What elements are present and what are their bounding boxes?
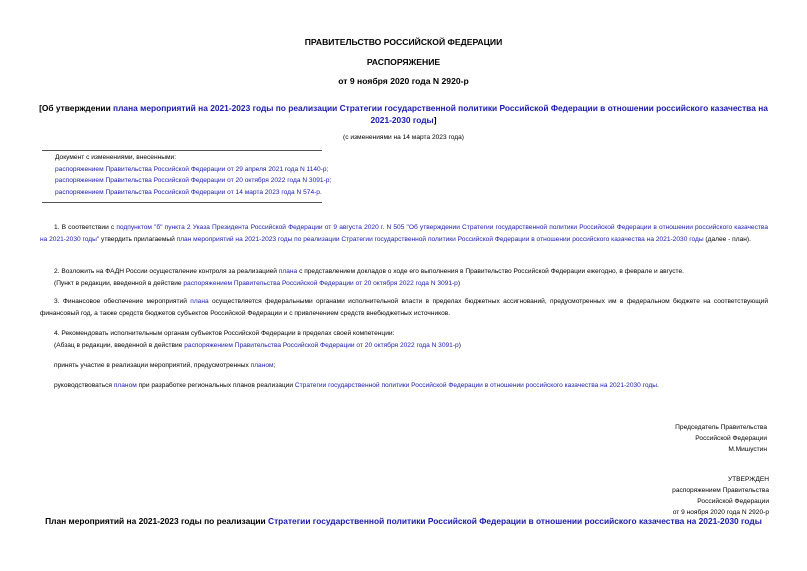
plan-title <box>30 515 777 527</box>
p6-text-a: руководствоваться <box>54 382 114 389</box>
revision-note: (с изменениями на 14 марта 2023 года) <box>343 134 464 141</box>
plan-title-prefix: План мероприятий на 2021-2023 годы по реализации <box>45 516 269 526</box>
changes-intro: Документ с изменениями, внесенными: <box>55 154 177 161</box>
change-link-1[interactable]: распоряжением Правительства Российской Федерации от 29 апреля 2021 года N 1140-р; <box>55 165 329 173</box>
approved-line-4: от 9 ноября 2020 года N 2920-р <box>672 509 769 516</box>
approved-label: УТВЕРЖДЕН <box>727 476 769 483</box>
p1-text-c: (далее - план). <box>703 235 751 243</box>
p2-text-a: 2. Возложить на ФАДН России осуществление контроля за реализацией <box>54 268 279 275</box>
p1-text-b: утвердить прилагаемый <box>99 235 177 243</box>
divider-top <box>42 150 322 151</box>
document-date: от 9 ноября 2020 года N 2920-р <box>338 76 469 86</box>
p3-link-plan[interactable]: плана <box>190 298 209 305</box>
p6-link-plan[interactable]: планом <box>113 382 137 389</box>
p1-link-decree[interactable]: подпунктом "б" пункта 2 Указа Президента Российской Федерации от 9 августа 2020 г. N 505 "Об утверждении Стратегии государственной политики Российской Федерации в отношении российского казачества на 2021-2030 годы" <box>40 224 768 243</box>
p5-link-plan[interactable]: планом <box>250 362 274 369</box>
paragraph-2 <box>54 266 774 289</box>
plan-title-link[interactable]: Стратегии государственной политики Российской Федерации в отношении российского казачества на 2021-2030 годы <box>268 516 762 526</box>
government-heading: ПРАВИТЕЛЬСТВО РОССИЙСКОЙ ФЕДЕРАЦИИ <box>304 37 503 47</box>
signature-org: Российской Федерации <box>695 435 767 442</box>
p2-note-link[interactable]: распоряжением Правительства Российской Федерации от 20 октября 2022 года N 3091-р <box>183 279 458 287</box>
p4-note-link[interactable]: распоряжением Правительства Российской Федерации от 20 октября 2022 года N 3091-р <box>184 341 459 349</box>
paragraph-5 <box>54 360 774 372</box>
signature-name: М.Мишустин <box>728 446 767 453</box>
paragraph-1 <box>40 222 768 245</box>
signature-title: Председатель Правительства <box>675 424 767 431</box>
p2-note: (Пункт в редакции, введенной в действие распоряжением Правительства Российской Федерации от 20 октября 2022 года N 3091-р) <box>54 279 461 287</box>
p6-link-strategy[interactable]: Стратегии государственной политики Российской Федерации в отношении российского казачества на 2021-2030 годы <box>294 382 658 389</box>
p2-text-b: с представлением докладов о ходе его выполнения в Правительство Российской Федерации ежегодно, в феврале и августе. <box>297 268 684 275</box>
divider-bottom <box>42 202 322 203</box>
title-prefix: [Об утверждении <box>39 103 114 113</box>
document-type: РАСПОРЯЖЕНИЕ <box>366 57 441 67</box>
p3-text-b: осуществляется федеральными органами исполнительной власти в пределах бюджетных ассигнований, предусмотренных им в федеральном бюджете на соответствующий финансовый год, а также средств бюджетов субъектов Российской Федерации и с привлечением средств внебюджетных источников. <box>40 298 769 317</box>
document-title <box>30 102 777 126</box>
approved-line-3: Российской Федерации <box>697 498 769 505</box>
paragraph-3 <box>40 296 768 319</box>
title-link[interactable]: плана мероприятий на 2021-2023 годы по реализации Стратегии государственной политики Российской Федерации в отношении российского казачества на 2021-2030 годы <box>113 103 768 125</box>
change-link-3[interactable]: распоряжением Правительства Российской Федерации от 14 марта 2023 года N 574-р. <box>55 188 322 196</box>
paragraph-4 <box>54 328 774 351</box>
change-link-2[interactable]: распоряжением Правительства Российской Федерации от 20 октября 2022 года N 3091-р; <box>55 177 332 185</box>
p6-text-c: . <box>657 382 659 389</box>
p5-text-a: принять участие в реализации мероприятий, предусмотренных <box>54 362 251 369</box>
p2-link-plan[interactable]: плана <box>278 268 298 275</box>
p5-text-b: ; <box>273 362 276 369</box>
p6-text-b: при разработке региональных планов реализации <box>136 382 295 389</box>
title-suffix: ] <box>433 115 437 125</box>
p4-note: (Абзац в редакции, введенной в действие распоряжением Правительства Российской Федерации от 20 октября 2022 года N 3091-р) <box>54 341 461 349</box>
approved-line-2: распоряжением Правительства <box>672 487 769 494</box>
p4-text: 4. Рекомендовать исполнительным органам субъектов Российской Федерации в пределах своей компетенции: <box>54 330 395 337</box>
paragraph-6 <box>54 380 774 392</box>
p1-text-a: 1. В соответствии с <box>54 224 117 231</box>
p1-link-plan[interactable]: план мероприятий на 2021-2023 годы по реализации Стратегии государственной политики Российской Федерации в отношении российского казачества на 2021-2030 годы <box>176 235 704 243</box>
changes-block <box>55 152 355 198</box>
approved-block <box>469 474 769 518</box>
p3-text-a: 3. Финансовое обеспечение мероприятий <box>54 298 191 305</box>
signature-block <box>467 422 767 455</box>
